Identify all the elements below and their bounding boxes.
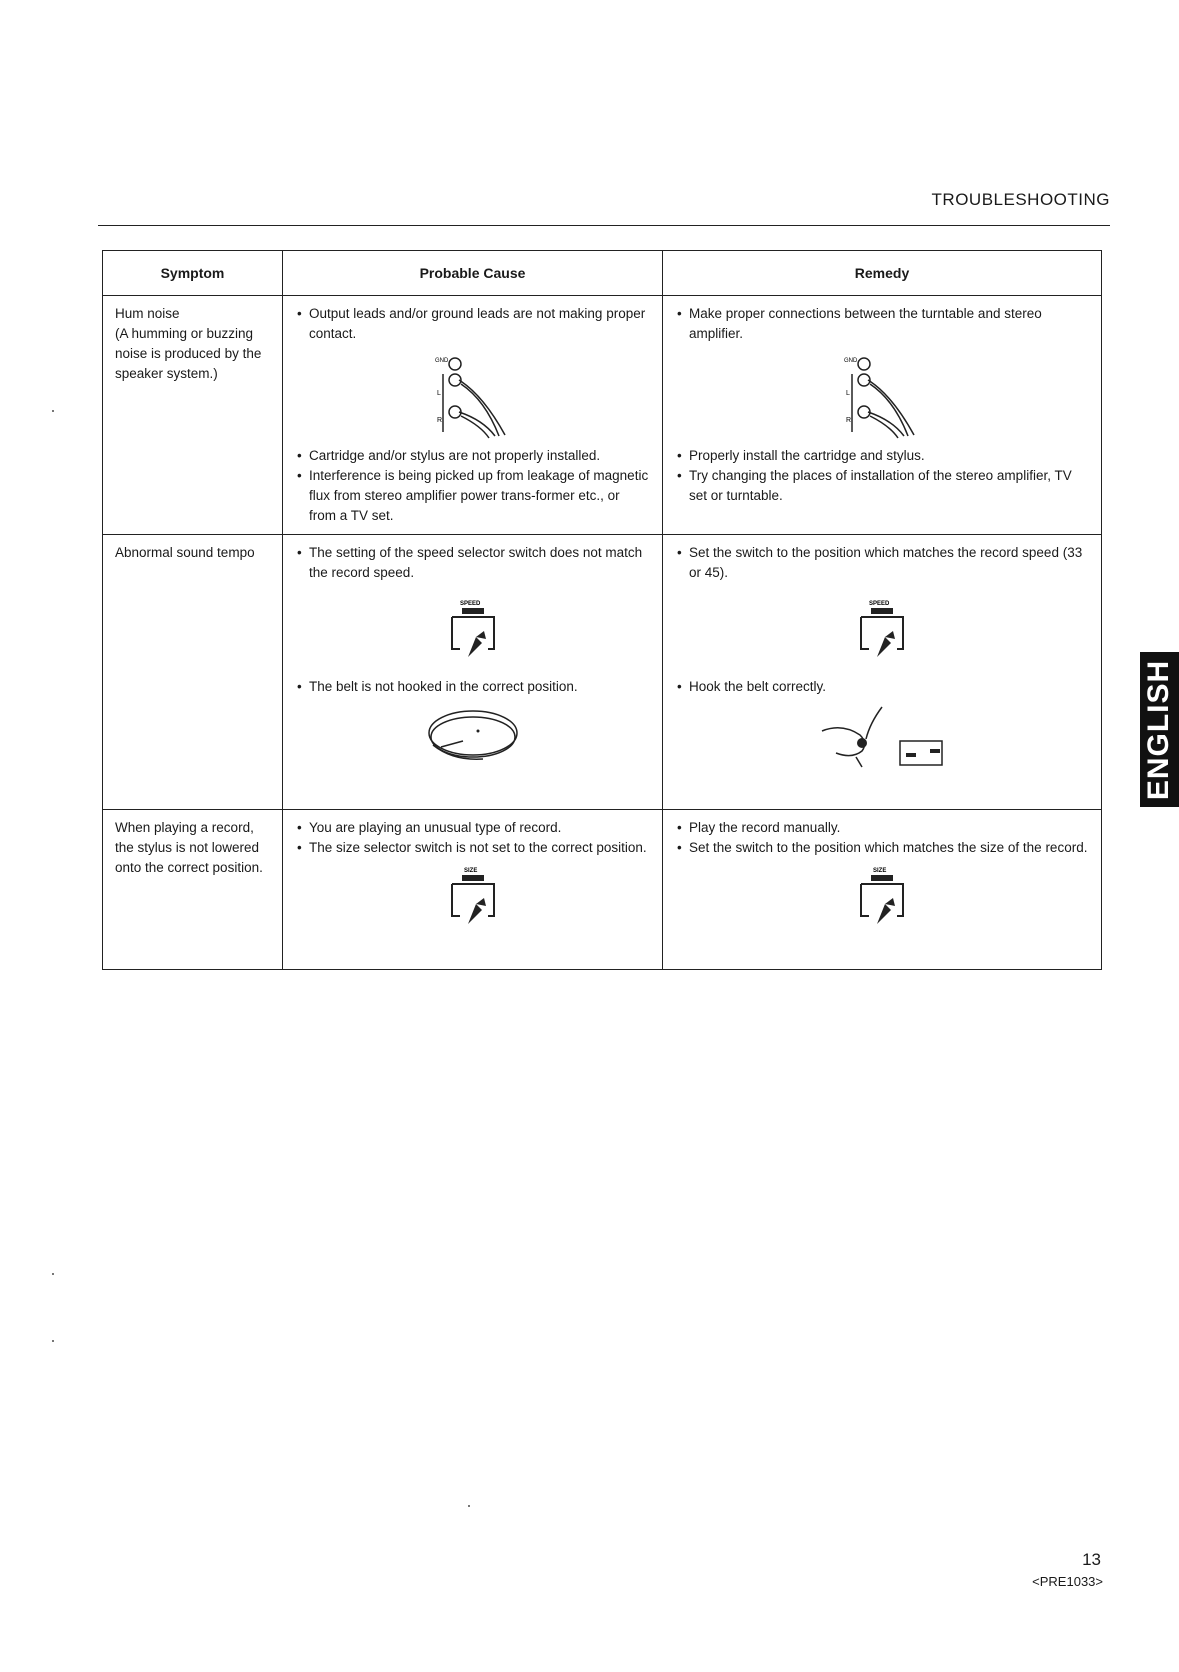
output-leads-illustration — [433, 350, 513, 440]
table-row — [103, 296, 1102, 535]
svg-text:R: R — [436, 417, 442, 424]
header-symptom: Symptom — [103, 251, 283, 296]
cause-item: • Cartridge and/or stylus are not properly installed. — [295, 446, 650, 466]
remedy-item: • Properly install the cartridge and stylus. — [675, 446, 1089, 466]
svg-text:SIZE: SIZE — [873, 868, 887, 874]
remedy-item: • Make proper connections between the turntable and stereo amplifier. — [675, 304, 1089, 344]
hook-belt-illustration — [812, 703, 952, 773]
cause-item: • Interference is being picked up from leakage of magnetic flux from stereo amplifier power trans-former etc., or from a TV set. — [295, 466, 650, 526]
scan-mark — [52, 410, 54, 412]
svg-text:R: R — [846, 417, 852, 424]
cause-item: • The size selector switch is not set to the correct position. — [295, 838, 650, 858]
page-section-title: TROUBLESHOOTING — [931, 190, 1110, 209]
svg-text:GND: GND — [434, 358, 448, 364]
symptom-cell — [103, 535, 283, 810]
language-tab-label: ENGLISH — [1142, 659, 1176, 800]
troubleshooting-table — [102, 250, 1102, 970]
remedy-item: • Try changing the places of installation of the stereo amplifier, TV set or turntable. — [675, 466, 1089, 506]
table-row — [103, 535, 1102, 810]
symptom-title: Hum noise — [115, 306, 180, 321]
svg-text:L: L — [436, 390, 441, 397]
scan-mark — [52, 1340, 54, 1342]
svg-text:SPEED: SPEED — [869, 601, 890, 607]
symptom-title: Abnormal sound tempo — [115, 545, 255, 560]
scan-mark — [468, 1505, 470, 1507]
svg-text:GND: GND — [844, 358, 858, 364]
size-switch-illustration — [438, 864, 508, 930]
remedy-item: • Set the switch to the position which matches the size of the record. — [675, 838, 1089, 858]
remedy-item: • Set the switch to the position which matches the record speed (33 or 45). — [675, 543, 1089, 583]
cause-item: • Output leads and/or ground leads are not making proper contact. — [295, 304, 650, 344]
speed-switch-illustration — [438, 597, 508, 663]
cause-cell — [283, 810, 663, 970]
document-code: <PRE1033> — [1032, 1574, 1103, 1589]
remedy-cell — [663, 535, 1102, 810]
speed-switch-illustration — [847, 597, 917, 663]
size-switch-illustration — [847, 864, 917, 930]
table-header-row — [103, 251, 1102, 296]
page-number: 13 — [1082, 1550, 1101, 1569]
table-row — [103, 810, 1102, 970]
svg-text:SPEED: SPEED — [459, 601, 480, 607]
symptom-detail: (A humming or buzzing noise is produced by the speaker system.) — [115, 326, 262, 381]
remedy-item: • Play the record manually. — [675, 818, 1089, 838]
remedy-item: • Hook the belt correctly. — [675, 677, 1089, 697]
cause-item: • You are playing an unusual type of record. — [295, 818, 650, 838]
header-rule — [98, 225, 1110, 226]
language-tab — [1140, 652, 1179, 807]
symptom-cell — [103, 296, 283, 535]
symptom-title: When playing a record, the stylus is not lowered onto the correct position. — [115, 820, 263, 875]
remedy-cell — [663, 296, 1102, 535]
cause-cell — [283, 535, 663, 810]
cause-cell — [283, 296, 663, 535]
svg-text:L: L — [846, 390, 850, 397]
svg-text:SIZE: SIZE — [463, 868, 477, 874]
header-probable-cause: Probable Cause — [283, 251, 663, 296]
remedy-cell — [663, 810, 1102, 970]
header-remedy: Remedy — [663, 251, 1102, 296]
cause-item: • The belt is not hooked in the correct position. — [295, 677, 650, 697]
symptom-cell — [103, 810, 283, 970]
cause-item: • The setting of the speed selector switch does not match the record speed. — [295, 543, 650, 583]
connections-illustration — [842, 350, 922, 440]
turntable-belt-illustration — [423, 707, 523, 765]
scan-mark — [52, 1273, 54, 1275]
